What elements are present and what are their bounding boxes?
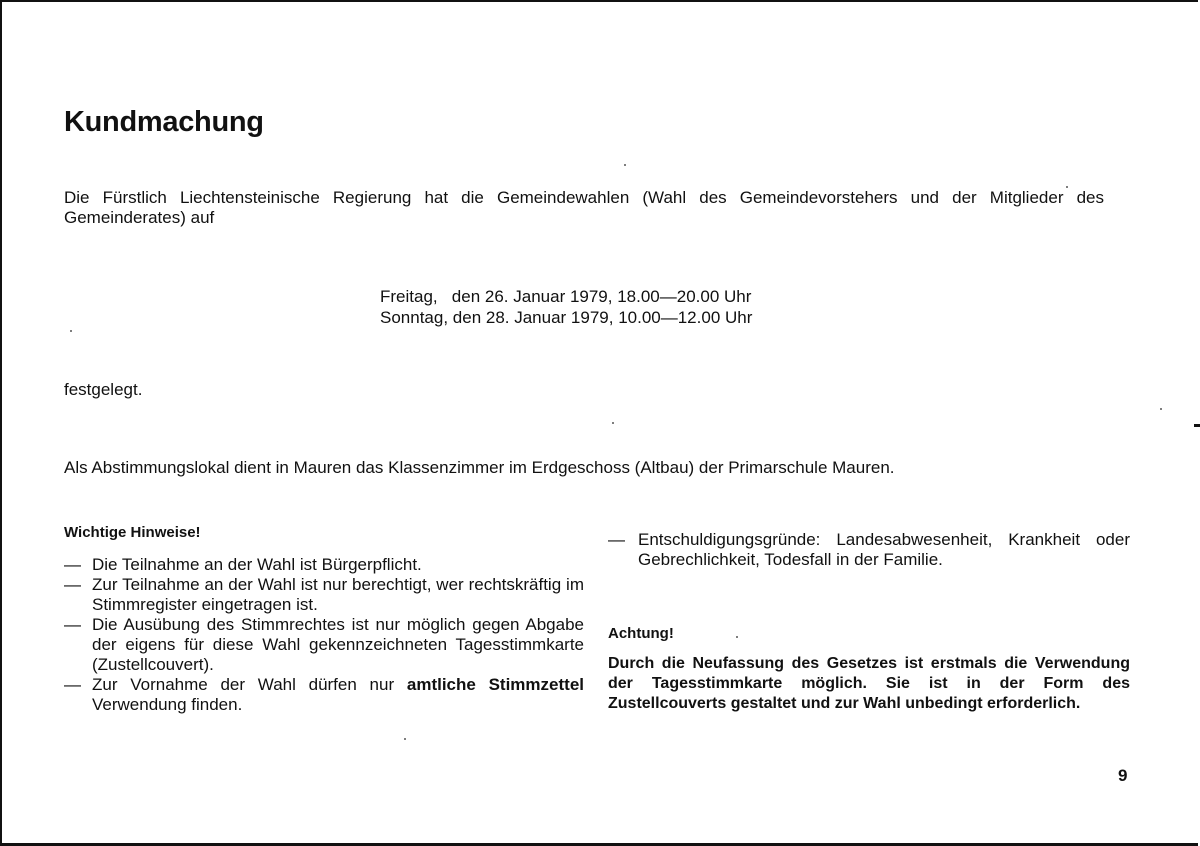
scan-edge-mark — [1194, 424, 1200, 427]
scan-speck — [404, 738, 406, 740]
dash-bullet: — — [64, 575, 81, 594]
date-friday: Freitag, den 26. Januar 1979, 18.00—20.00 Uhr — [380, 287, 752, 306]
hint-text: Die Ausübung des Stimmrechtes ist nur möglich gegen Abgabe der eigens für diese Wahl gekennzeichneten Tagesstimmkarte (Zustellcouvert). — [92, 615, 584, 674]
hint-text: Entschuldigungsgründe: Landesabwesenheit, Krankheit oder Gebrechlichkeit, Todesfall in der Familie. — [638, 530, 1130, 569]
dash-bullet: — — [64, 615, 81, 634]
page-number: 9 — [1118, 766, 1128, 785]
dash-bullet: — — [64, 675, 81, 694]
hints-heading: Wichtige Hinweise! — [64, 524, 201, 541]
dash-bullet: — — [608, 530, 625, 549]
scan-speck — [1066, 186, 1068, 188]
hints-column — [64, 524, 584, 715]
scan-speck — [624, 164, 626, 166]
scan-speck — [70, 330, 72, 332]
hint-text: Zur Vornahme der Wahl dürfen nur — [92, 675, 395, 694]
scan-speck — [612, 422, 614, 424]
hint-text-bold: amtliche Stimmzettel — [406, 675, 584, 694]
hint-item — [64, 615, 584, 675]
achtung-heading: Achtung! — [608, 625, 674, 642]
scan-speck — [736, 636, 738, 638]
hint-item — [64, 575, 584, 615]
scan-speck — [1160, 408, 1162, 410]
hint-item — [64, 675, 584, 715]
page-title: Kundmachung — [64, 106, 264, 138]
hint-item — [64, 555, 584, 575]
dash-bullet: — — [64, 555, 81, 574]
hint-text-tail: Verwendung finden. — [92, 695, 243, 714]
excuses-column — [608, 530, 1130, 570]
intro-paragraph: Die Fürstlich Liechtensteinische Regierung hat die Gemeindewahlen (Wahl des Gemeindevorstehers und der Mitglieder des Gemeinderates) auf — [64, 188, 1104, 227]
date-sunday: Sonntag, den 28. Januar 1979, 10.00—12.00 Uhr — [380, 308, 753, 327]
festgelegt-text: festgelegt. — [64, 380, 143, 399]
hints-list — [64, 555, 584, 715]
election-dates — [380, 286, 752, 328]
hint-item — [608, 530, 1130, 570]
achtung-body: Durch die Neufassung des Gesetzes ist erstmals die Verwendung der Tagesstimmkarte möglich. Sie ist in der Form des Zustellcouverts gestaltet und zur Wahl unbedingt erforderlich. — [608, 655, 1130, 712]
hint-text: Zur Teilnahme an der Wahl ist nur berechtigt, wer rechtskräftig im Stimmregister eingetragen ist. — [92, 575, 584, 614]
hint-text: Die Teilnahme an der Wahl ist Bürgerpflicht. — [92, 555, 422, 574]
voting-location-paragraph: Als Abstimmungslokal dient in Mauren das Klassenzimmer im Erdgeschoss (Altbau) der Primarschule Mauren. — [64, 458, 895, 477]
